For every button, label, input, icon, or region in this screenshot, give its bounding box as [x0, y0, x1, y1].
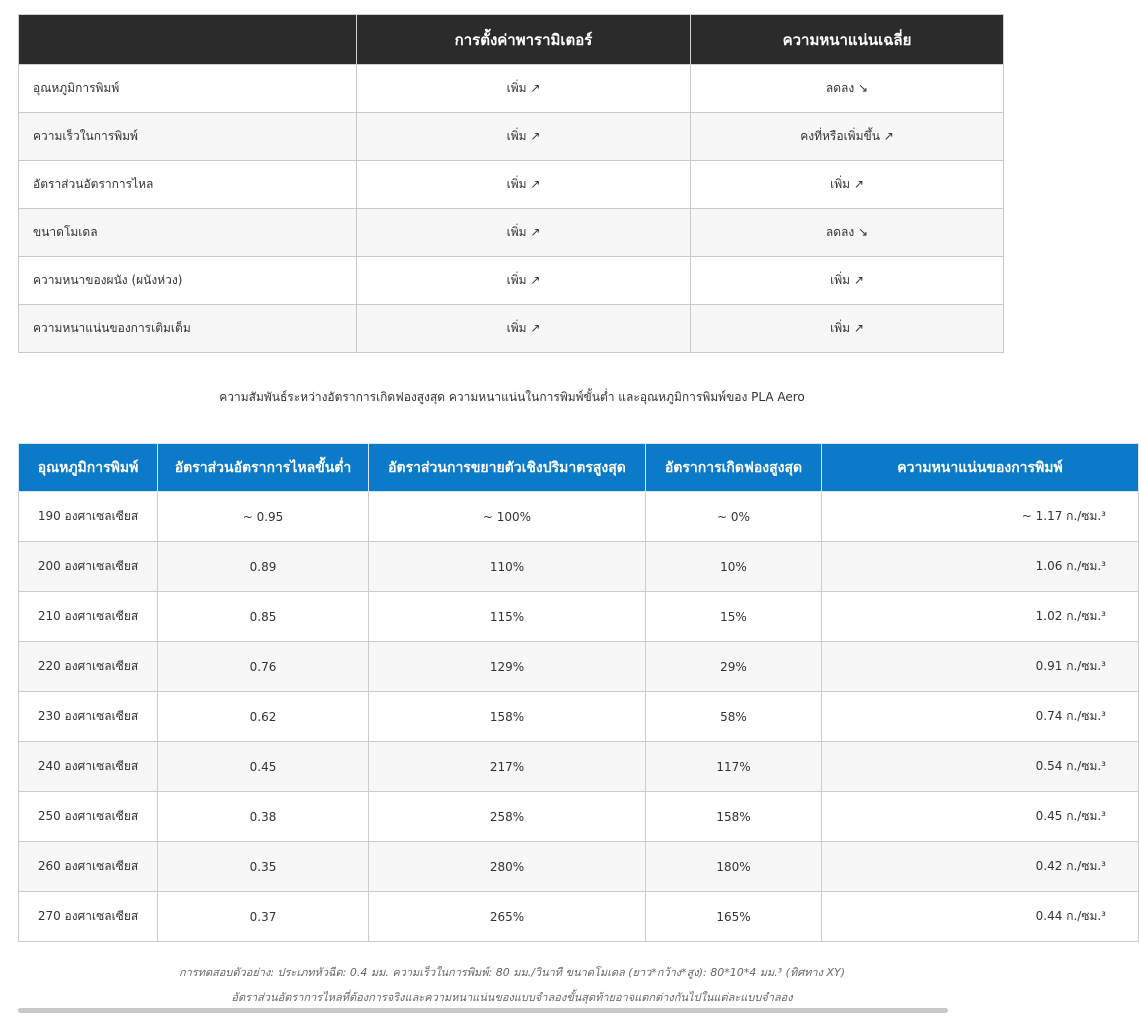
- density-cell: 0.54 ก./ซม.³: [822, 742, 1139, 792]
- horizontal-scrollbar[interactable]: [18, 1008, 948, 1013]
- expansion-cell: ~ 100%: [369, 492, 646, 542]
- foaming-cell: 58%: [646, 692, 822, 742]
- density-cell: คงที่หรือเพิ่มขึ้น ↗: [691, 113, 1004, 161]
- density-cell: 0.44 ก./ซม.³: [822, 892, 1139, 942]
- foaming-cell: 158%: [646, 792, 822, 842]
- expansion-cell: 115%: [369, 592, 646, 642]
- temperature-cell: 270 องศาเซลเซียส: [19, 892, 158, 942]
- density-cell: 0.45 ก./ซม.³: [822, 792, 1139, 842]
- temperature-cell: 250 องศาเซลเซียส: [19, 792, 158, 842]
- temperature-cell: 210 องศาเซลเซียส: [19, 592, 158, 642]
- table-row: [19, 257, 1004, 305]
- density-cell: 0.42 ก./ซม.³: [822, 842, 1139, 892]
- test-sample-note: การทดสอบตัวอย่าง: ประเภทหัวฉีด: 0.4 มม. ความเร็วในการพิมพ์: 80 มม./วินาที ขนาดโมเดล (ยาว*กว้าง*สูง): 80*10*4 มม.³ (ทิศทาง XY): [178, 966, 846, 979]
- row-label: ความเร็วในการพิมพ์: [19, 113, 357, 161]
- foaming-cell: 117%: [646, 742, 822, 792]
- density-cell: เพิ่ม ↗: [691, 161, 1004, 209]
- expansion-cell: 129%: [369, 642, 646, 692]
- table-row: [19, 642, 1139, 692]
- expansion-cell: 280%: [369, 842, 646, 892]
- temperature-cell: 200 องศาเซลเซียส: [19, 542, 158, 592]
- table2-header-print-density: ความหนาแน่นของการพิมพ์: [822, 444, 1139, 492]
- table-row: [19, 842, 1139, 892]
- foaming-cell: 15%: [646, 592, 822, 642]
- foaming-cell: 29%: [646, 642, 822, 692]
- table-row: [19, 692, 1139, 742]
- parameter-effect-table: [18, 14, 1004, 353]
- flow-ratio-cell: 0.38: [158, 792, 369, 842]
- flow-ratio-cell: 0.37: [158, 892, 369, 942]
- temperature-cell: 190 องศาเซลเซียส: [19, 492, 158, 542]
- density-cell: 0.91 ก./ซม.³: [822, 642, 1139, 692]
- table-header-row: [19, 15, 1004, 65]
- row-label: ความหนาของผนัง (ผนังห่วง): [19, 257, 357, 305]
- density-cell: ~ 1.17 ก./ซม.³: [822, 492, 1139, 542]
- table-row: [19, 792, 1139, 842]
- row-label: ความหนาแน่นของการเติมเต็ม: [19, 305, 357, 353]
- expansion-cell: 258%: [369, 792, 646, 842]
- density-cell: 1.06 ก./ซม.³: [822, 542, 1139, 592]
- density-cell: 0.74 ก./ซม.³: [822, 692, 1139, 742]
- table-row: [19, 592, 1139, 642]
- density-cell: ลดลง ↘: [691, 209, 1004, 257]
- setting-cell: เพิ่ม ↗: [357, 65, 691, 113]
- flow-ratio-cell: 0.45: [158, 742, 369, 792]
- temperature-cell: 260 องศาเซลเซียส: [19, 842, 158, 892]
- density-cell: 1.02 ก./ซม.³: [822, 592, 1139, 642]
- table2-header-temperature: อุณหภูมิการพิมพ์: [19, 444, 158, 492]
- table-row: [19, 892, 1139, 942]
- setting-cell: เพิ่ม ↗: [357, 257, 691, 305]
- table-row: [19, 542, 1139, 592]
- setting-cell: เพิ่ม ↗: [357, 305, 691, 353]
- setting-cell: เพิ่ม ↗: [357, 113, 691, 161]
- density-cell: เพิ่ม ↗: [691, 305, 1004, 353]
- table-row: [19, 305, 1004, 353]
- flow-ratio-cell: 0.89: [158, 542, 369, 592]
- flow-ratio-cell: 0.62: [158, 692, 369, 742]
- density-cell: ลดลง ↘: [691, 65, 1004, 113]
- row-label: อุณหภูมิการพิมพ์: [19, 65, 357, 113]
- flow-ratio-cell: 0.85: [158, 592, 369, 642]
- table-row: [19, 161, 1004, 209]
- setting-cell: เพิ่ม ↗: [357, 161, 691, 209]
- expansion-cell: 217%: [369, 742, 646, 792]
- flow-ratio-cell: 0.35: [158, 842, 369, 892]
- table-row: [19, 492, 1139, 542]
- expansion-cell: 265%: [369, 892, 646, 942]
- table2-header-max-foaming: อัตราการเกิดฟองสูงสุด: [646, 444, 822, 492]
- table2-caption: ความสัมพันธ์ระหว่างอัตราการเกิดฟองสูงสุด ความหนาแน่นในการพิมพ์ขั้นต่ำ และอุณหภูมิการพิมพ์ของ PLA Aero: [219, 390, 805, 404]
- foaming-cell: 180%: [646, 842, 822, 892]
- flow-ratio-cell: 0.76: [158, 642, 369, 692]
- table1-header-parameter: [19, 15, 357, 65]
- foaming-temperature-table: [18, 443, 1139, 942]
- setting-cell: เพิ่ม ↗: [357, 209, 691, 257]
- foaming-cell: 165%: [646, 892, 822, 942]
- table2-header-max-expansion: อัตราส่วนการขยายตัวเชิงปริมาตรสูงสุด: [369, 444, 646, 492]
- table-row: [19, 113, 1004, 161]
- table1-header-avg-density: ความหนาแน่นเฉลี่ย: [691, 15, 1004, 65]
- density-cell: เพิ่ม ↗: [691, 257, 1004, 305]
- foaming-cell: ~ 0%: [646, 492, 822, 542]
- temperature-cell: 230 องศาเซลเซียส: [19, 692, 158, 742]
- table-row: [19, 65, 1004, 113]
- table1-header-setting: การตั้งค่าพารามิเตอร์: [357, 15, 691, 65]
- table-header-row: [19, 444, 1139, 492]
- temperature-cell: 220 องศาเซลเซียส: [19, 642, 158, 692]
- expansion-cell: 110%: [369, 542, 646, 592]
- row-label: อัตราส่วนอัตราการไหล: [19, 161, 357, 209]
- expansion-cell: 158%: [369, 692, 646, 742]
- flow-ratio-cell: ~ 0.95: [158, 492, 369, 542]
- temperature-cell: 240 องศาเซลเซียส: [19, 742, 158, 792]
- disclaimer-note: อัตราส่วนอัตราการไหลที่ต้องการจริงและความหนาแน่นของแบบจำลองขั้นสุดท้ายอาจแตกต่างกันไปในแต่ละแบบจำลอง: [231, 991, 793, 1004]
- row-label: ขนาดโมเดล: [19, 209, 357, 257]
- foaming-table-scroll-container[interactable]: [18, 443, 1106, 942]
- table-row: [19, 209, 1004, 257]
- table-row: [19, 742, 1139, 792]
- table2-header-min-flow-ratio: อัตราส่วนอัตราการไหลขั้นต่ำ: [158, 444, 369, 492]
- foaming-cell: 10%: [646, 542, 822, 592]
